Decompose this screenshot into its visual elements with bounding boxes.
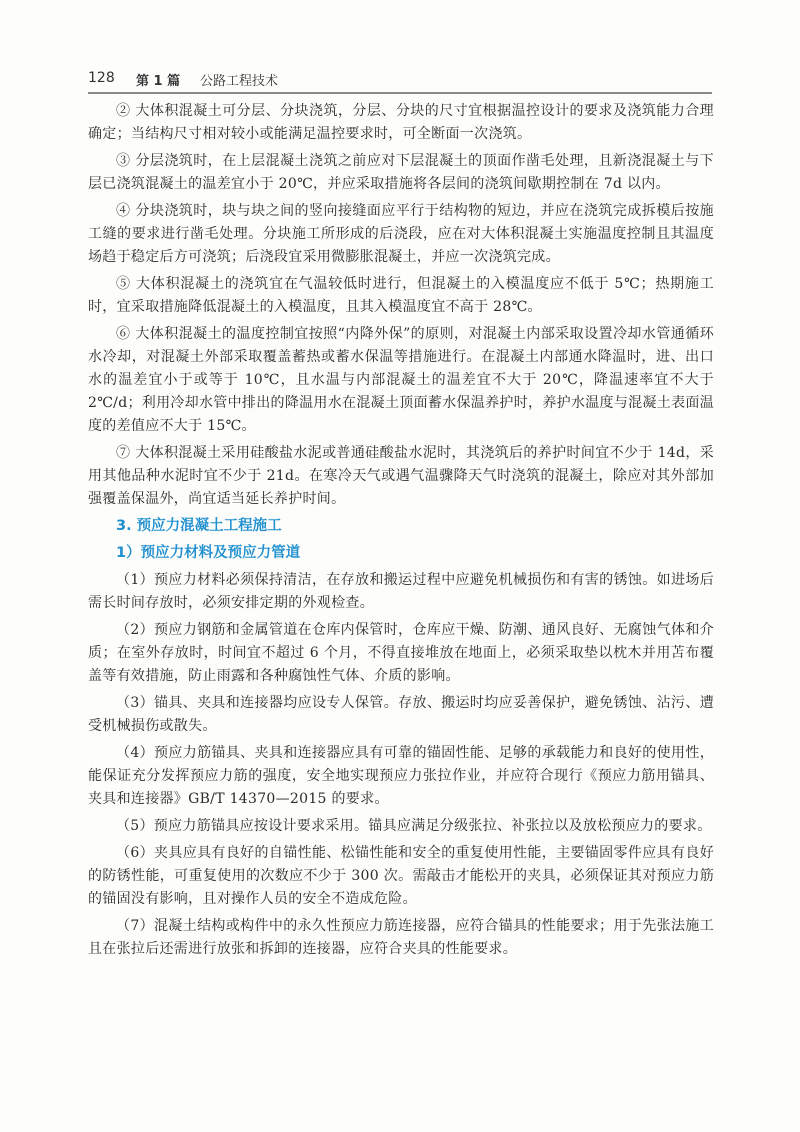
paragraph: （1）预应力材料必须保持清洁，在存放和搬运过程中应避免机械损伤和有害的锈蚀。如进场后需长时间存放时，必须安排定期的外观检查。 — [88, 572, 714, 611]
section-heading: 3. 预应力混凝土工程施工 — [116, 518, 282, 534]
subsection-heading: 1）预应力材料及预应力管道 — [116, 545, 301, 561]
paragraph: ⑤ 大体积混凝土的浇筑宜在气温较低时进行，但混凝土的入模温度应不低于 5℃；热期施工时，宜采取措施降低混凝土的入模温度，且其入模温度宜不高于 28℃。 — [88, 276, 714, 315]
page-header — [88, 66, 712, 90]
paragraph: （2）预应力钢筋和金属管道在仓库内保管时，仓库应干燥、防潮、通风良好、无腐蚀气体和介质；在室外存放时，时间宜不超过 6 个月，不得直接堆放在地面上，必须采取垫以枕木并用苫布覆盖等有效措施，防止雨露和各种腐蚀性气体、介质的影响。 — [88, 622, 714, 684]
paragraph: （7）混凝土结构或构件中的永久性预应力筋连接器，应符合锚具的性能要求；用于先张法施工且在张拉后还需进行放张和拆卸的连接器，应符合夹具的性能要求。 — [88, 918, 714, 957]
paragraph: ④ 分块浇筑时，块与块之间的竖向接缝面应平行于结构物的短边，并应在浇筑完成拆模后按施工缝的要求进行凿毛处理。分块施工所形成的后浇段，应在对大体积混凝土实施温度控制且其温度场趋于稳定后方可浇筑；后浇段宜采用微膨胀混凝土，并应一次浇筑完成。 — [88, 203, 714, 265]
paragraph: ⑥ 大体积混凝土的温度控制宜按照“内降外保”的原则，对混凝土内部采取设置冷却水管通循环水冷却，对混凝土外部采取覆盖蓄热或蓄水保温等措施进行。在混凝土内部通水降温时，进、出口水的温差宜小于或等于 10℃，且水温与内部混凝土的温差宜不大于 20℃，降温速率宜不大于 2℃/d；利用冷却水管中排出的降温用水在混凝土顶面蓄水保温养护时，养护水温度与混凝土表面温度的差值应不大于 15℃。 — [88, 326, 714, 434]
paragraph: ② 大体积混凝土可分层、分块浇筑，分层、分块的尺寸宜根据温控设计的要求及浇筑能力合理确定；当结构尺寸相对较小或能满足温控要求时，可全断面一次浇筑。 — [88, 103, 714, 142]
paragraph: ③ 分层浇筑时，在上层混凝土浇筑之前应对下层混凝土的顶面作凿毛处理，且新浇混凝土与下层已浇筑混凝土的温差宜小于 20℃，并应采取措施将各层间的浇筑间歇期控制在 7d 以内。 — [88, 153, 714, 192]
header-rule — [88, 92, 712, 94]
paragraph: （6）夹具应具有良好的自锚性能、松锚性能和安全的重复使用性能，主要锚固零件应具有良好的防锈性能，可重复使用的次数应不少于 300 次。需敲击才能松开的夹具，必须保证其对预应力筋的锚固没有影响，且对操作人员的安全不造成危险。 — [88, 845, 714, 907]
paragraph: （3）锚具、夹具和连接器均应设专人保管。存放、搬运时均应妥善保护，避免锈蚀、沾污、遭受机械损伤或散失。 — [88, 695, 714, 734]
paragraph: （4）预应力筋锚具、夹具和连接器应具有可靠的锚固性能、足够的承载能力和良好的使用性，能保证充分发挥预应力筋的强度，安全地实现预应力张拉作业，并应符合现行《预应力筋用锚具、夹具和连接器》GB/T 14370—2015 的要求。 — [88, 745, 714, 807]
page-body — [88, 100, 714, 965]
page-number: 128 — [88, 70, 115, 86]
part-label: 第 1 篇 — [136, 74, 181, 89]
header-title: 公路工程技术 — [200, 74, 279, 89]
paragraph: ⑦ 大体积混凝土采用硅酸盐水泥或普通硅酸盐水泥时，其浇筑后的养护时间宜不少于 14d，采用其他品种水泥时宜不少于 21d。在寒冷天气或遇气温骤降天气时浇筑的混凝土，除应对其外部加强覆盖保温外，尚宜适当延长养护时间。 — [88, 445, 714, 507]
paragraph: （5）预应力筋锚具应按设计要求采用。锚具应满足分级张拉、补张拉以及放松预应力的要求。 — [116, 818, 712, 834]
